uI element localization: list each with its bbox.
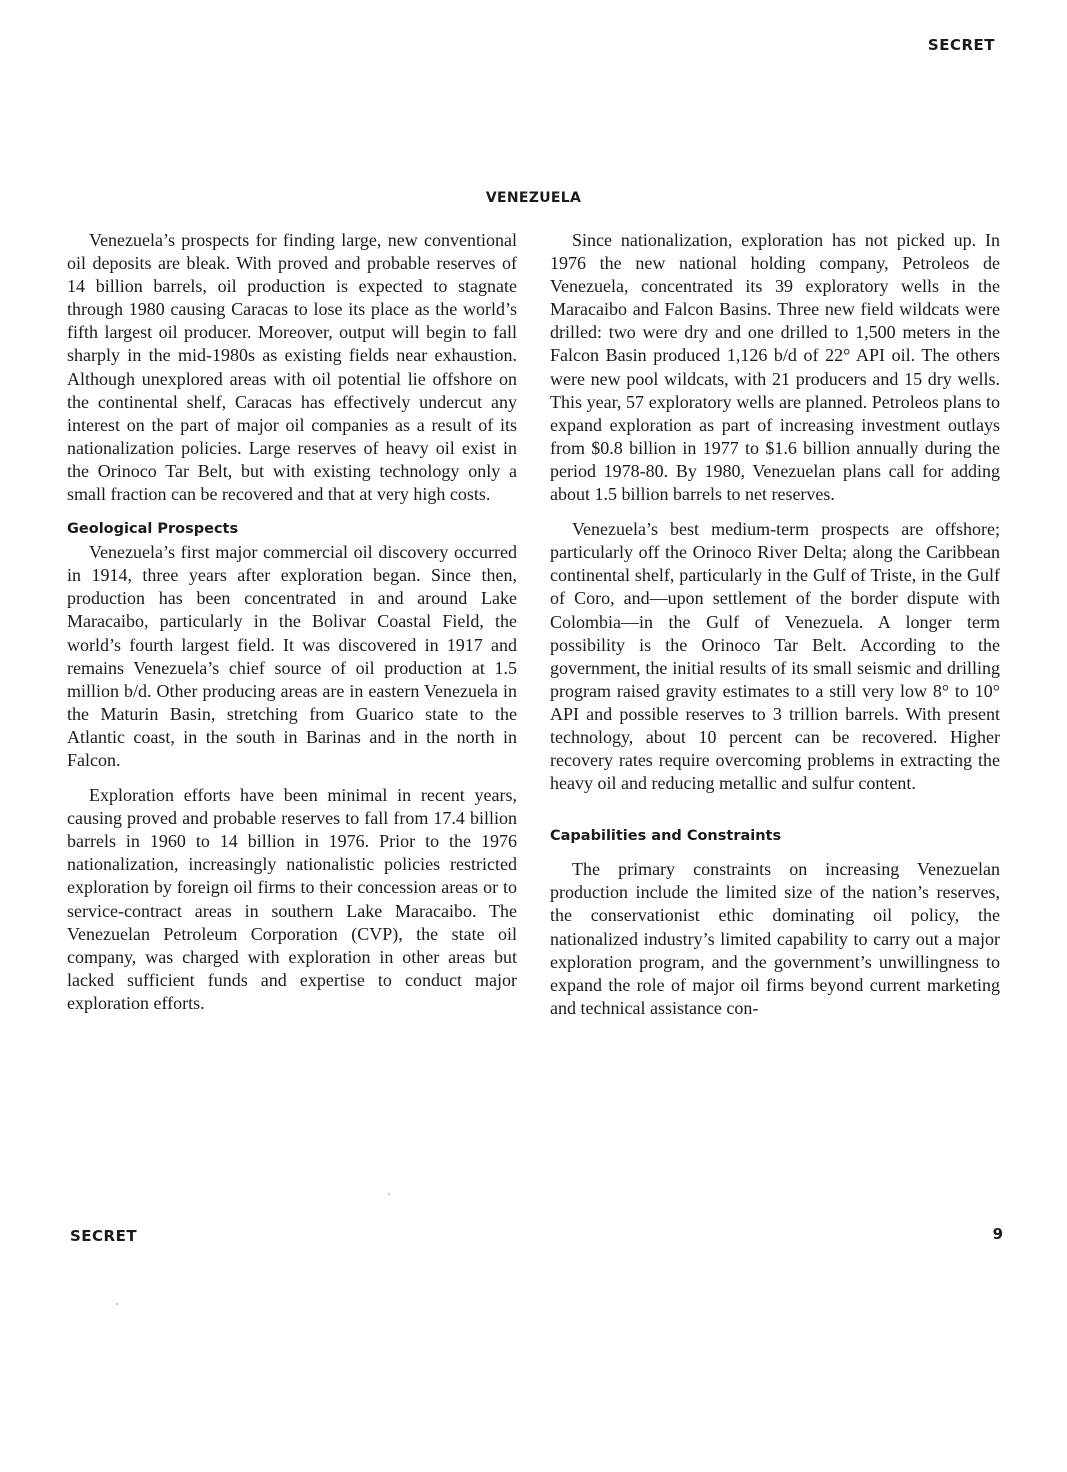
scan-speck xyxy=(116,1303,118,1305)
geology-paragraph-1: Venezuela’s first major commercial oil discovery occurred in 1914, three years after exploration began. Since then, production has been concentrated in and around Lake Maracaibo, particularly in the Bolivar Coastal Field, the world’s fourth largest field. It was discovered in 1917 and remains Venezuela’s chief source of oil production at 1.5 million b/d. Other producing areas are in eastern Venezuela in the Maturin Basin, stretching from Guarico state to the Atlantic coast, in the south in Barinas and in the north in Falcon. xyxy=(67,542,517,770)
geological-prospects-heading: Geological Prospects xyxy=(67,521,239,538)
left-column xyxy=(67,229,517,1015)
scan-speck xyxy=(388,1193,390,1195)
geology-paragraph-2: Exploration efforts have been minimal in recent years, causing proved and probable reserves to fall from 17.4 billion barrels in 1960 to 14 billion in 1976. Prior to the 1976 nationalization, increasingly nationalistic policies restricted exploration by foreign oil firms to their concession areas or to service-contract areas in southern Lake Maracaibo. The Venezuelan Petroleum Corporation (CVP), the state oil company, was charged with exploration in other areas but lacked sufficient funds and expertise to conduct major exploration efforts. xyxy=(67,785,517,1013)
constraints-paragraph: The primary constraints on increasing Venezuelan production include the limited size of the nation’s reserves, the conservationist ethic dominating oil policy, the nationalized industry’s limited capability to carry out a major exploration program, and the government’s unwillingness to expand the role of major oil firms beyond current marketing and technical assistance con- xyxy=(550,859,1000,1018)
intro-paragraph: Venezuela’s prospects for finding large, new conventional oil deposits are bleak. With proved and probable reserves of 14 billion barrels, oil production is expected to stagnate through 1980 causing Caracas to lose its place as the world’s fifth largest oil producer. Moreover, output will begin to fall sharply in the mid-1980s as existing fields near exhaustion. Although unexplored areas with oil potential lie offshore on the continental shelf, Caracas has effectively undercut any interest on the part of major oil companies as a result of its nationalization policies. Large reserves of heavy oil exist in the Orinoco Tar Belt, but with existing technology only a small fraction can be recovered and that at very high costs. xyxy=(67,230,517,505)
top-classification-marking: SECRET xyxy=(927,36,995,54)
exploration-paragraph: Since nationalization, exploration has not picked up. In 1976 the new national holding company, Petroleos de Venezuela, concentrated its 39 exploratory wells in the Maracaibo and Falcon Basins. Three new field wildcats were drilled: two were dry and one drilled to 1,500 meters in the Falcon Basin produced 1,126 b/d of 22° API oil. The others were new pool wildcats, with 21 producers and 15 dry wells. This year, 57 exploratory wells are planned. Petroleos plans to expand exploration as part of increasing investment outlays from $0.8 billion in 1977 to $1.6 billion annually during the period 1978-80. By 1980, Venezuelan plans call for adding about 1.5 billion barrels to net reserves. xyxy=(550,230,1000,505)
right-column xyxy=(550,229,1000,1020)
page-title: VENEZUELA xyxy=(485,190,582,206)
prospects-paragraph: Venezuela’s best medium-term prospects are offshore; particularly off the Orinoco River Delta; along the Caribbean continental shelf, particularly in the Gulf of Triste, in the Gulf of Coro, and—upon settlement of the border dispute with Colombia—in the Gulf of Venezuela. A longer term possibility is the Orinoco Tar Belt. According to the government, the initial results of its small seismic and drilling program raised gravity estimates to a still very low 8° to 10° API and possible reserves to 3 trillion barrels. With present technology, about 10 percent can be recovered. Higher recovery rates require overcoming problems in extracting the heavy oil and reducing metallic and sulfur content. xyxy=(550,519,1000,794)
page-number: 9 xyxy=(992,1225,1003,1243)
bottom-classification-marking: SECRET xyxy=(70,1227,138,1245)
capabilities-constraints-heading: Capabilities and Constraints xyxy=(550,828,782,845)
